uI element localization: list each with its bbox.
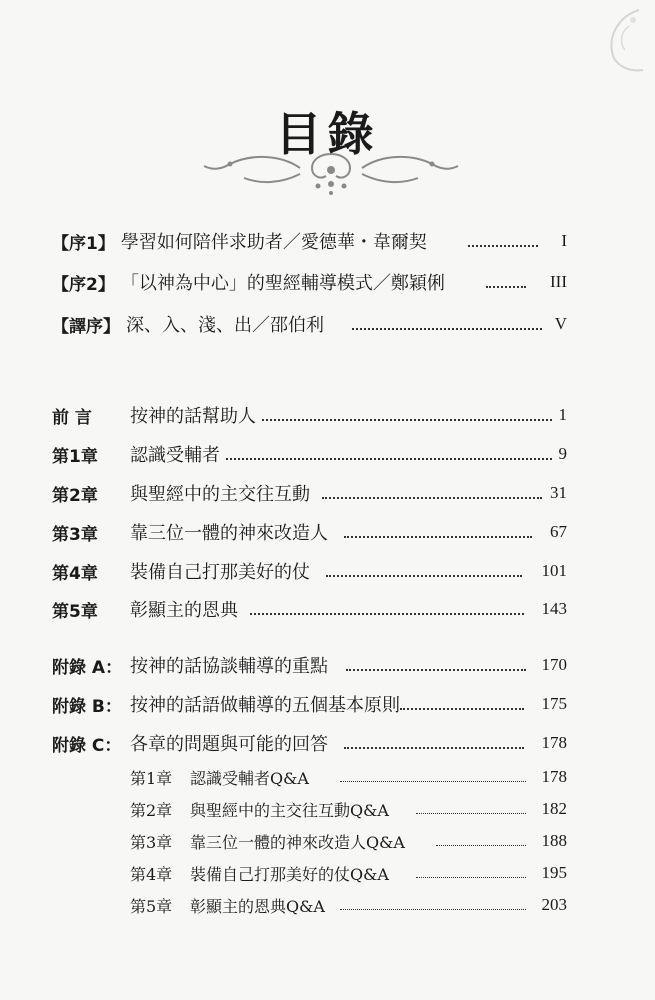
page-number: 170: [541, 655, 567, 674]
toc-entry-chapter-1[interactable]: [0, 439, 655, 469]
entry-title: 各章的問題與可能的回答: [130, 734, 328, 755]
toc-subentry-qa-4[interactable]: [0, 858, 655, 888]
dot-leader: [226, 458, 552, 460]
entry-label: 附錄 C：: [52, 735, 122, 756]
dot-leader: [416, 877, 526, 878]
entry-title: 認識受輔者: [130, 445, 220, 466]
page-number: I: [561, 231, 567, 250]
entry-label: 前 言: [52, 407, 92, 428]
page-number: 203: [541, 895, 567, 914]
dot-leader: [468, 245, 538, 247]
entry-title: 靠三位一體的神來改造人Q&A: [190, 832, 405, 852]
entry-title: 彰顯主的恩典Q&A: [190, 896, 325, 916]
entry-label: 第2章: [52, 485, 98, 506]
dot-leader: [250, 613, 524, 615]
page-number: 1: [558, 405, 567, 424]
entry-title: 裝備自己打那美好的仗Q&A: [190, 864, 389, 884]
dot-leader: [340, 781, 526, 782]
entry-label: 附錄 A：: [52, 657, 123, 678]
entry-title: 按神的話協談輔導的重點: [130, 656, 328, 677]
dot-leader: [486, 286, 526, 288]
entry-label: 第4章: [130, 864, 173, 884]
dot-leader: [262, 419, 552, 421]
entry-title: 裝備自己打那美好的仗: [130, 562, 310, 583]
entry-title: 深、入、淺、出／邵伯利: [126, 315, 324, 336]
entry-title: 靠三位一體的神來改造人: [130, 523, 328, 544]
toc-entry-appendix-c[interactable]: [0, 728, 655, 758]
dot-leader: [340, 909, 526, 910]
entry-label: 第1章: [52, 446, 98, 467]
title-flourish-icon: [200, 148, 462, 198]
entry-title: 「以神為中心」的聖經輔導模式／鄭穎俐: [120, 273, 445, 294]
dot-leader: [322, 497, 542, 499]
toc-subentry-qa-5[interactable]: [0, 890, 655, 920]
page-number: 31: [550, 483, 567, 502]
entry-label: 第3章: [130, 832, 173, 852]
dot-leader: [436, 845, 526, 846]
entry-title: 學習如何陪伴求助者／愛德華・韋爾契: [120, 232, 427, 253]
entry-label: 【序2】: [52, 274, 115, 295]
toc-entry-appendix-b[interactable]: [0, 689, 655, 719]
toc-subentry-qa-2[interactable]: [0, 794, 655, 824]
entry-title: 按神的話幫助人: [130, 406, 256, 427]
toc-entry-chapter-2[interactable]: [0, 478, 655, 508]
dot-leader: [344, 536, 532, 538]
entry-label: 附錄 B：: [52, 696, 122, 717]
entry-label: 【譯序】: [52, 316, 120, 337]
entry-label: 第4章: [52, 563, 98, 584]
page-number: 188: [541, 831, 567, 850]
toc-entry-preface-1[interactable]: [0, 226, 655, 256]
page-number: III: [550, 272, 567, 291]
page-number: 101: [541, 561, 567, 580]
entry-title: 按神的話語做輔導的五個基本原則: [130, 695, 400, 716]
page-number: 143: [541, 599, 567, 618]
page-number: 178: [541, 733, 567, 752]
dot-leader: [416, 813, 526, 814]
toc-entry-appendix-a[interactable]: [0, 650, 655, 680]
page-title: 目錄: [275, 107, 380, 161]
entry-label: 第5章: [130, 896, 173, 916]
entry-title: 認識受輔者Q&A: [190, 768, 309, 788]
dot-leader: [346, 669, 526, 671]
entry-label: 第3章: [52, 524, 98, 545]
dot-leader: [326, 575, 522, 577]
toc-subentry-qa-3[interactable]: [0, 826, 655, 856]
toc-entry-preface-2[interactable]: [0, 267, 655, 297]
page-number: 182: [541, 799, 567, 818]
toc-entry-chapter-3[interactable]: [0, 517, 655, 547]
page-number: V: [554, 314, 567, 333]
entry-title: 與聖經中的主交往互動: [130, 484, 310, 505]
dot-leader: [352, 328, 542, 330]
page-number: 195: [541, 863, 567, 882]
toc-entry-chapter-5[interactable]: [0, 594, 655, 624]
page-number: 178: [541, 767, 567, 786]
toc-subentry-qa-1[interactable]: [0, 762, 655, 792]
corner-flourish-icon: [599, 6, 647, 76]
entry-label: 【序1】: [52, 233, 115, 254]
page-number: 67: [550, 522, 567, 541]
page-number: 175: [541, 694, 567, 713]
toc-entry-foreword[interactable]: [0, 400, 655, 430]
dot-leader: [344, 747, 524, 749]
entry-label: 第1章: [130, 768, 173, 788]
toc-entry-chapter-4[interactable]: [0, 556, 655, 586]
page-number: 9: [558, 444, 567, 463]
dot-leader: [400, 708, 524, 710]
entry-title: 與聖經中的主交往互動Q&A: [190, 800, 389, 820]
entry-title: 彰顯主的恩典: [130, 600, 238, 621]
entry-label: 第5章: [52, 601, 98, 622]
entry-label: 第2章: [130, 800, 173, 820]
toc-entry-translator-preface[interactable]: [0, 309, 655, 339]
